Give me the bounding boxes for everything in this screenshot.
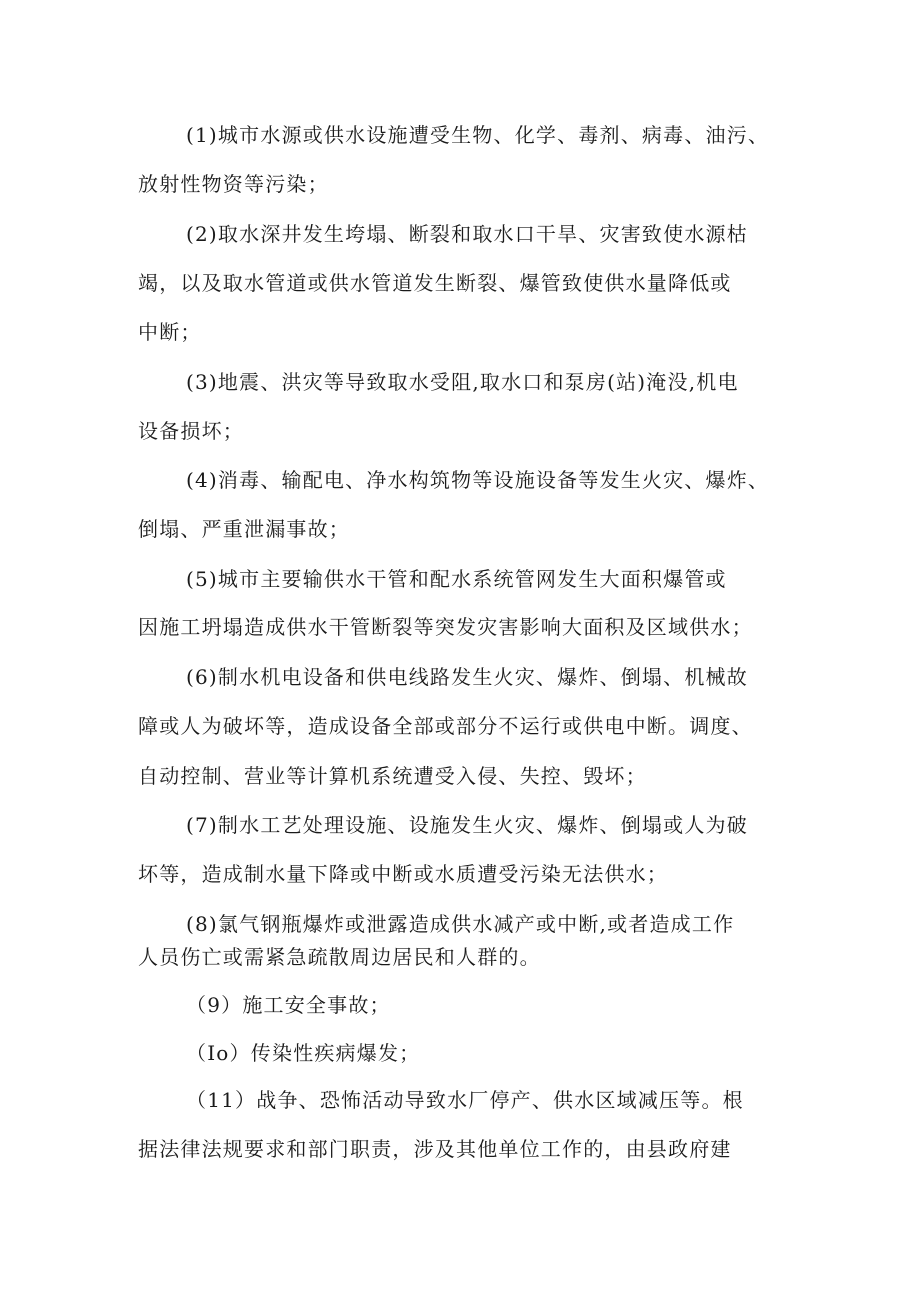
item-1-line-1: (1)城市水源或供水设施遭受生物、化学、毒剂、病毒、油污、 <box>186 123 770 147</box>
item-8-line-1: (8)氯气钢瓶爆炸或泄露造成供水减产或中断,或者造成工作 <box>186 912 735 936</box>
item-7-line-1: (7)制水工艺处理设施、设施发生火灾、爆炸、倒塌或人为破 <box>186 813 748 837</box>
item-6-line-3: 自动控制、营业等计算机系统遭受入侵、失控、毁坏； <box>138 764 647 788</box>
item-9-line-1: （9）施工安全事故； <box>186 993 391 1017</box>
item-3-line-2: 设备损坏； <box>138 419 244 443</box>
item-4-line-1: (4)消毒、输配电、净水构筑物等设施设备等发生火灾、爆炸、 <box>186 468 770 492</box>
item-10-line-1: （Io）传染性疾病爆发； <box>186 1041 421 1065</box>
item-2-line-3: 中断； <box>138 320 202 344</box>
item-11-line-2: 据法律法规要求和部门职责，涉及其他单位工作的，由县政府建 <box>138 1137 732 1161</box>
item-7-line-2: 坏等，造成制水量下降或中断或水质遭受污染无法供水； <box>138 862 668 886</box>
item-8-line-2: 人员伤亡或需紧急疏散周边居民和人群的。 <box>138 945 541 969</box>
item-6-line-1: (6)制水机电设备和供电线路发生火灾、爆炸、倒塌、机械故 <box>186 665 748 689</box>
item-1-line-2: 放射性物资等污染； <box>138 172 329 196</box>
item-2-line-2: 竭，以及取水管道或供水管道发生断裂、爆管致使供水量降低或 <box>138 271 732 295</box>
item-4-line-2: 倒塌、严重泄漏事故； <box>138 517 350 541</box>
item-11-line-1: （11）战争、恐怖活动导致水厂停产、供水区域减压等。根 <box>186 1088 744 1112</box>
item-2-line-1: (2)取水深井发生垮塌、断裂和取水口干旱、灾害致使水源枯 <box>186 222 748 246</box>
item-3-line-1: (3)地震、洪灾等导致取水受阻,取水口和泵房(站)淹没,机电 <box>186 370 739 394</box>
item-6-line-2: 障或人为破坏等，造成设备全部或部分不运行或供电中断。调度、 <box>138 714 753 738</box>
item-5-line-1: (5)城市主要输供水干管和配水系统管网发生大面积爆管或 <box>186 567 727 591</box>
item-5-line-2: 因施工坍塌造成供水干管断裂等突发灾害影响大面积及区域供水； <box>138 615 753 639</box>
